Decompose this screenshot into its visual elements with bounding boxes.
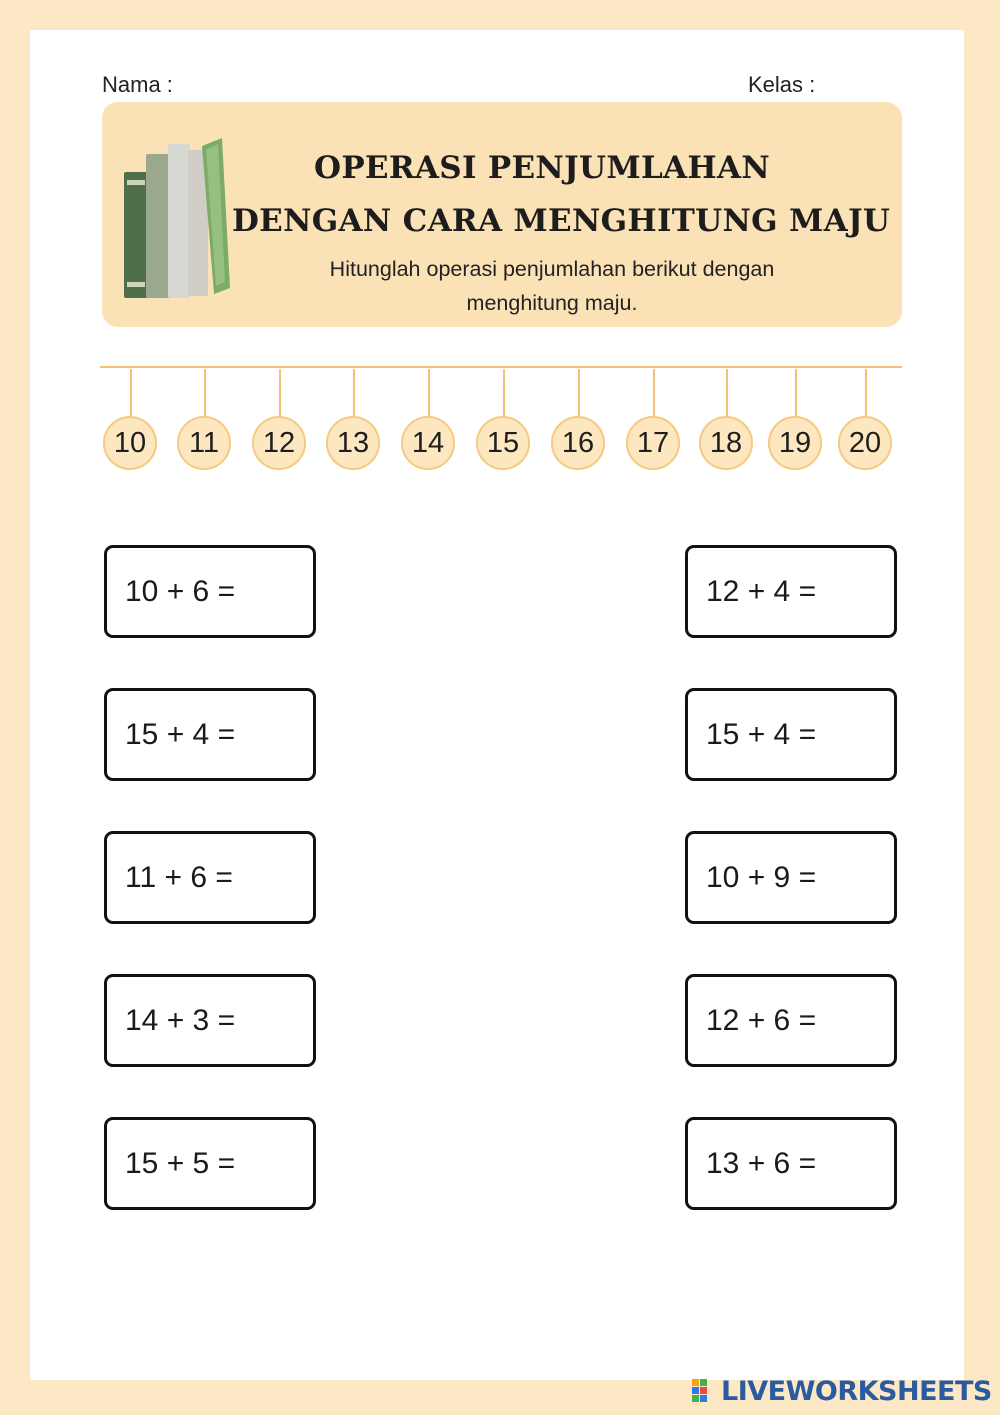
left-question-box[interactable]	[104, 974, 316, 1067]
number-line-tick	[865, 369, 867, 419]
left-question-box[interactable]	[104, 688, 316, 781]
right-question-box[interactable]	[685, 974, 897, 1067]
number-bead: 16	[551, 416, 605, 470]
worksheet-title-line1: OPERASI PENJUMLAHAN	[314, 150, 770, 186]
instruction-line1: Hitunglah operasi penjumlahan berikut dengan	[329, 257, 775, 281]
number-bead: 19	[768, 416, 822, 470]
number-bead: 20	[838, 416, 892, 470]
instruction-line2: menghitung maju.	[466, 291, 638, 315]
name-label: Nama :	[102, 72, 173, 97]
number-line-tick	[204, 369, 206, 419]
number-bead: 11	[177, 416, 231, 470]
number-line-tick	[726, 369, 728, 419]
right-question-box[interactable]	[685, 688, 897, 781]
left-question-box[interactable]	[104, 831, 316, 924]
right-question-box[interactable]	[685, 831, 897, 924]
number-bead: 18	[699, 416, 753, 470]
brand-name: LIVEWORKSHEETS	[721, 1375, 992, 1407]
liveworksheets-logo-icon	[692, 1379, 716, 1403]
number-line-tick	[795, 369, 797, 419]
number-bead: 12	[252, 416, 306, 470]
left-question-box[interactable]	[104, 1117, 316, 1210]
question-text: 13 + 6 =	[706, 1146, 817, 1180]
question-text: 11 + 6 =	[125, 860, 233, 894]
number-line	[100, 366, 900, 486]
left-question-box[interactable]	[104, 545, 316, 638]
number-line-tick	[353, 369, 355, 419]
number-line-tick	[653, 369, 655, 419]
books-icon	[122, 132, 232, 302]
class-label: Kelas :	[748, 72, 816, 97]
question-text: 15 + 4 =	[706, 717, 817, 751]
number-bead: 10	[103, 416, 157, 470]
liveworksheets-logo	[692, 1376, 992, 1406]
number-bead: 13	[326, 416, 380, 470]
instructions	[262, 252, 842, 320]
question-text: 14 + 3 =	[125, 1003, 236, 1037]
number-line-tick	[503, 369, 505, 419]
number-bead: 17	[626, 416, 680, 470]
number-line-rail	[100, 366, 902, 368]
number-line-tick	[428, 369, 430, 419]
question-text: 12 + 4 =	[706, 574, 817, 608]
question-text: 10 + 9 =	[706, 860, 817, 894]
worksheet-title-line2: DENGAN CARA MENGHITUNG MAJU	[232, 203, 891, 239]
number-bead: 15	[476, 416, 530, 470]
number-bead: 14	[401, 416, 455, 470]
question-text: 10 + 6 =	[125, 574, 236, 608]
right-question-box[interactable]	[685, 1117, 897, 1210]
question-text: 15 + 5 =	[125, 1146, 236, 1180]
number-line-tick	[279, 369, 281, 419]
question-text: 12 + 6 =	[706, 1003, 817, 1037]
right-question-box[interactable]	[685, 545, 897, 638]
number-line-tick	[578, 369, 580, 419]
question-text: 15 + 4 =	[125, 717, 236, 751]
number-line-tick	[130, 369, 132, 419]
